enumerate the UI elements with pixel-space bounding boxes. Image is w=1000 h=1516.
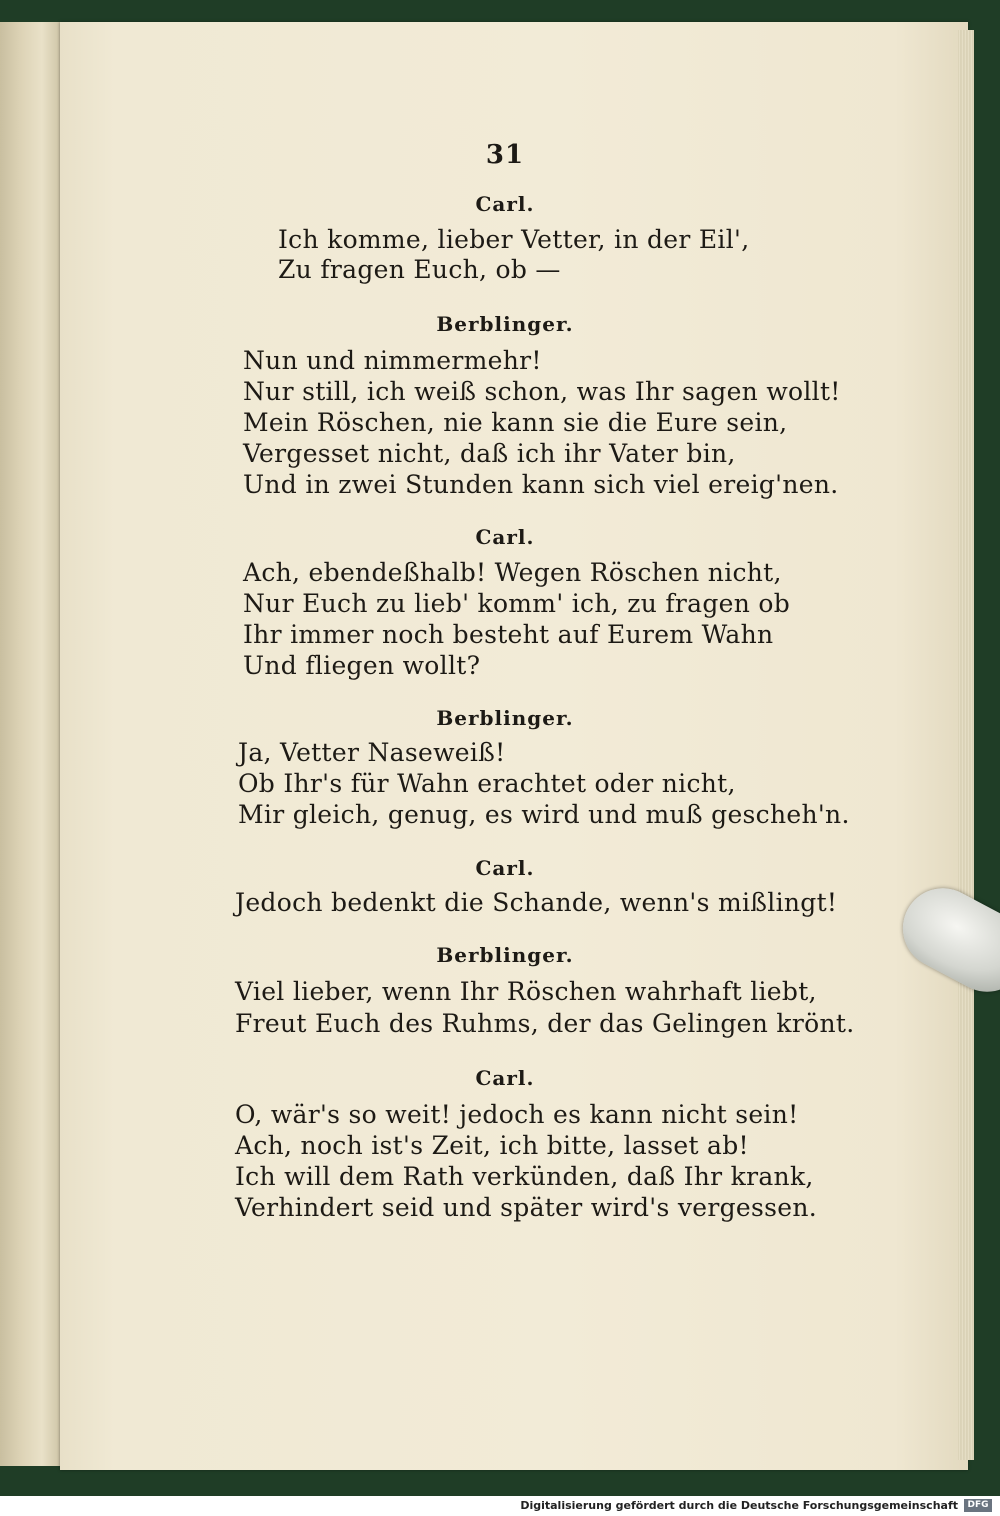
speaker-name: Berblinger. [436, 943, 574, 967]
verse-line: Ach, ebendeßhalb! Wegen Röschen nicht, [243, 558, 782, 587]
page-number: 31 [485, 140, 525, 170]
verse-line: Ich will dem Rath verkünden, daß Ihr krank, [235, 1162, 814, 1191]
verse-line: Ich komme, lieber Vetter, in der Eil', [278, 225, 750, 254]
verse-line: Ob Ihr's für Wahn erachtet oder nicht, [238, 769, 736, 798]
speaker-name: Berblinger. [436, 706, 574, 730]
verse-line: Mir gleich, genug, es wird und muß gescheh'n. [238, 800, 850, 829]
speaker-name: Carl. [475, 525, 535, 549]
verse-line: Verhindert seid und später wird's vergessen. [235, 1193, 818, 1222]
verse-line: Viel lieber, wenn Ihr Röschen wahrhaft liebt, [235, 977, 817, 1006]
verse-line: Vergesset nicht, daß ich ihr Vater bin, [243, 439, 736, 468]
verse-line: Jedoch bedenkt die Schande, wenn's mißlingt! [235, 888, 838, 917]
verse-line: Nur still, ich weiß schon, was Ihr sagen wollt! [243, 377, 841, 406]
verse-line: Ihr immer noch besteht auf Eurem Wahn [243, 620, 774, 649]
speaker-name: Berblinger. [436, 312, 574, 336]
verse-line: Freut Euch des Ruhms, der das Gelingen krönt. [235, 1009, 855, 1038]
verse-line: Zu fragen Euch, ob — [278, 255, 561, 284]
verse-line: Nur Euch zu lieb' komm' ich, zu fragen ob [243, 589, 791, 618]
facing-page-edge [0, 22, 60, 1466]
verse-line: Ach, noch ist's Zeit, ich bitte, lasset ab! [235, 1131, 749, 1160]
speaker-name: Carl. [475, 1066, 535, 1090]
verse-line: O, wär's so weit! jedoch es kann nicht sein! [235, 1100, 799, 1129]
verse-line: Ja, Vetter Naseweiß! [238, 738, 506, 767]
verse-line: Nun und nimmermehr! [243, 346, 542, 375]
speaker-name: Carl. [475, 856, 535, 880]
speaker-name: Carl. [475, 192, 535, 216]
verse-line: Und in zwei Stunden kann sich viel ereig'nen. [243, 470, 839, 499]
page-content [60, 22, 968, 1470]
footer-bar [0, 1496, 1000, 1516]
verse-line: Mein Röschen, nie kann sie die Eure sein, [243, 408, 788, 437]
dfg-logo: DFG [964, 1499, 992, 1512]
verse-line: Und fliegen wollt? [243, 651, 481, 680]
funding-credit: Digitalisierung gefördert durch die Deutsche Forschungsgemeinschaft [520, 1499, 958, 1512]
